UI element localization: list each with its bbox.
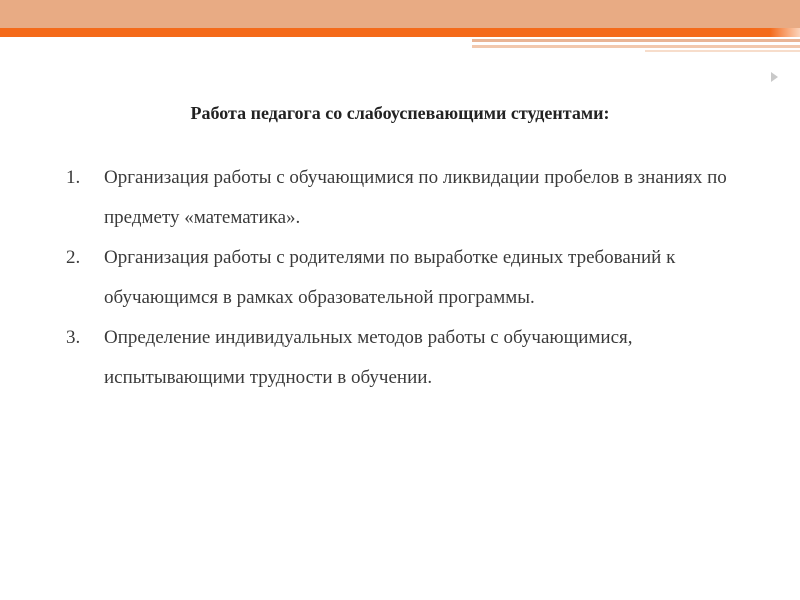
list-item-number: 1. <box>66 167 81 188</box>
list-item-3 <box>0 318 800 398</box>
list-item-number: 3. <box>66 327 81 348</box>
header-bar <box>0 0 800 28</box>
list-item-number: 2. <box>66 247 81 268</box>
list-item-text: Организация работы с родителями по выработке единых требований к обучающимся в рамках образовательной программы. <box>104 247 676 308</box>
triangle-marker-icon <box>771 72 778 82</box>
decorative-line-1 <box>472 39 800 42</box>
list-item-text: Определение индивидуальных методов работы с обучающимися, испытывающими трудности в обучении. <box>104 327 633 388</box>
slide-title: Работа педагога со слабоуспевающими студентами: <box>190 103 610 123</box>
numbered-list <box>0 158 800 398</box>
decorative-line-3 <box>645 50 800 52</box>
list-item-text: Организация работы с обучающимися по ликвидации пробелов в знаниях по предмету «математика». <box>104 167 727 228</box>
decorative-line-2 <box>472 45 800 48</box>
list-item-1 <box>0 158 800 238</box>
accent-bar <box>0 28 800 37</box>
accent-bar-fade <box>770 28 800 37</box>
list-item-2 <box>0 238 800 318</box>
